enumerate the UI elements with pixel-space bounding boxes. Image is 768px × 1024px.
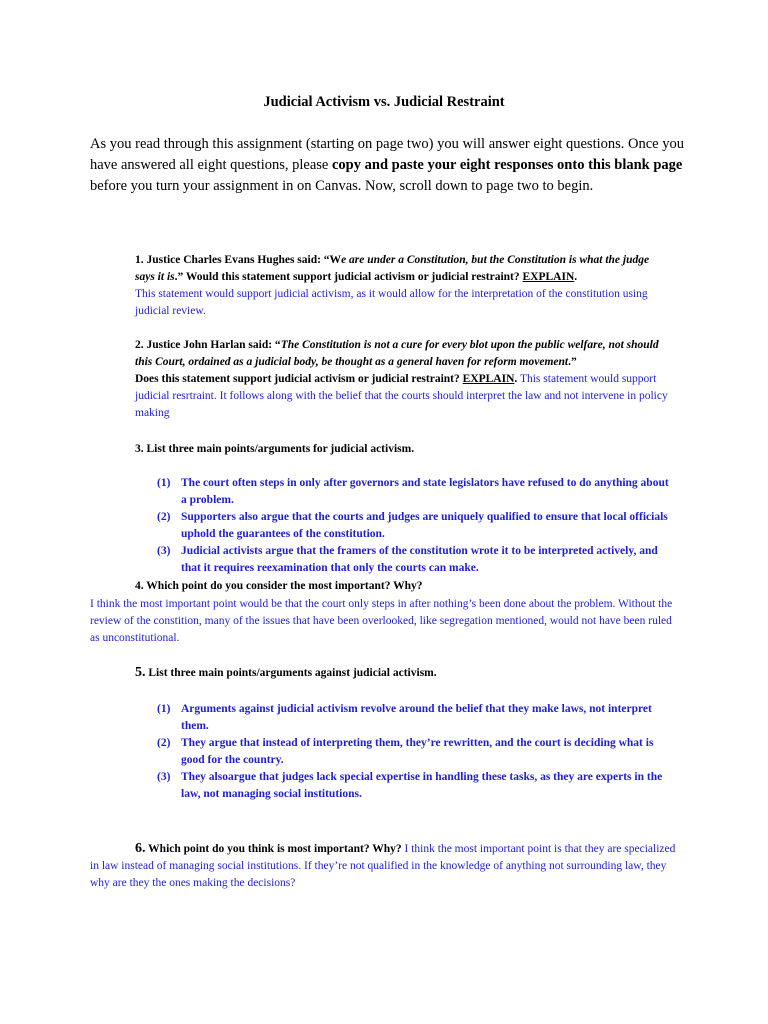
q4-answer: I think the most important point would be that the court only steps in after nothing’s been done about the problem. Without the review of the constition, many of the issues that have been overlooked, like segregation mentioned, would not have been ruled as unconstitutional. (90, 598, 673, 644)
question-4: 4. Which point do you consider the most important? Why? (135, 580, 423, 592)
intro-text-1: As you read through this assignment (starting on page two) you will answer eight questions. Once you have answered all eight questions, please (90, 136, 684, 173)
intro-paragraph (90, 134, 690, 197)
q1-prefix: 1. Justice Charles Evans Hughes said: “W (135, 254, 342, 266)
q6-question: Which point do you think is most important? Why? (145, 843, 402, 855)
list-item: (1) The court often steps in only after governors and state legislators have refused to do anything about a problem. (157, 477, 669, 506)
list-item: (1) Arguments against judicial activism revolve around the belief that they make laws, not interpret them. (157, 703, 652, 732)
intro-text-2: before you turn your assignment in on Canvas. Now, scroll down to page two to begin. (90, 178, 594, 194)
q5-question: List three main points/arguments against judicial activism. (145, 667, 437, 679)
question-2 (135, 337, 670, 422)
question-6 (90, 840, 680, 892)
list-item: (3) They alsoargue that judges lack special expertise in handling these tasks, as they are experts in the law, not managing social institutions. (157, 771, 663, 800)
question-3: 3. List three main points/arguments for judicial activism. (135, 443, 415, 455)
q1-suffix: .” Would this statement support judicial activism or judicial restraint? (174, 271, 523, 283)
q1-explain: EXPLAIN (522, 271, 575, 283)
question-1 (135, 252, 670, 320)
q2-quote: The Constitution is not a cure for every blot upon the public welfare, not should this Court, ordained as a judicial body, be thought as a general haven for reform movement (135, 339, 659, 368)
q1-quote: e are under a Constitution, but the Constitution is what the judge says it is (135, 254, 650, 283)
q5-number: 5. (135, 665, 146, 680)
q5-list (157, 701, 677, 803)
q2-suffix: .” (568, 356, 577, 368)
q6-number: 6. (135, 841, 146, 856)
q2-prefix: 2. Justice John Harlan said: “ (135, 339, 281, 351)
intro-bold-text: copy and paste your eight responses onto this blank page (332, 157, 683, 173)
list-item: (3) Judicial activists argue that the framers of the constitution wrote it to be interpreted actively, and that it requires reexamination that only the courts can make. (157, 545, 658, 574)
page-title: Judicial Activism vs. Judicial Restraint (263, 94, 505, 110)
q3-list (157, 475, 677, 577)
list-item: (2) They argue that instead of interpreting them, they’re rewritten, and the court is deciding what is good for the country. (157, 737, 654, 766)
q2-question: Does this statement support judicial activism or judicial restraint? (135, 373, 463, 385)
q1-answer: This statement would support judicial activism, as it would allow for the interpretation of the constitution using judicial review. (135, 288, 648, 317)
q2-period: . (514, 373, 518, 385)
q2-explain: EXPLAIN (462, 373, 515, 385)
question-5 (135, 664, 670, 682)
q2-answer: This statement would support judicial resrtraint. It follows along with the belief that the courts should interpret the law and not intervene in policy making (135, 373, 668, 419)
q6-answer: I think the most important point is that they are specialized in law instead of managing social institutions. If they’re not qualified in the knowledge of anything not surrounding law, they why are they the ones making the decisions? (90, 843, 676, 889)
list-item: (2) Supporters also argue that the courts and judges are uniquely qualified to ensure that local officials uphold the guarantees of the constitution. (157, 511, 668, 540)
q1-period: . (574, 271, 578, 283)
